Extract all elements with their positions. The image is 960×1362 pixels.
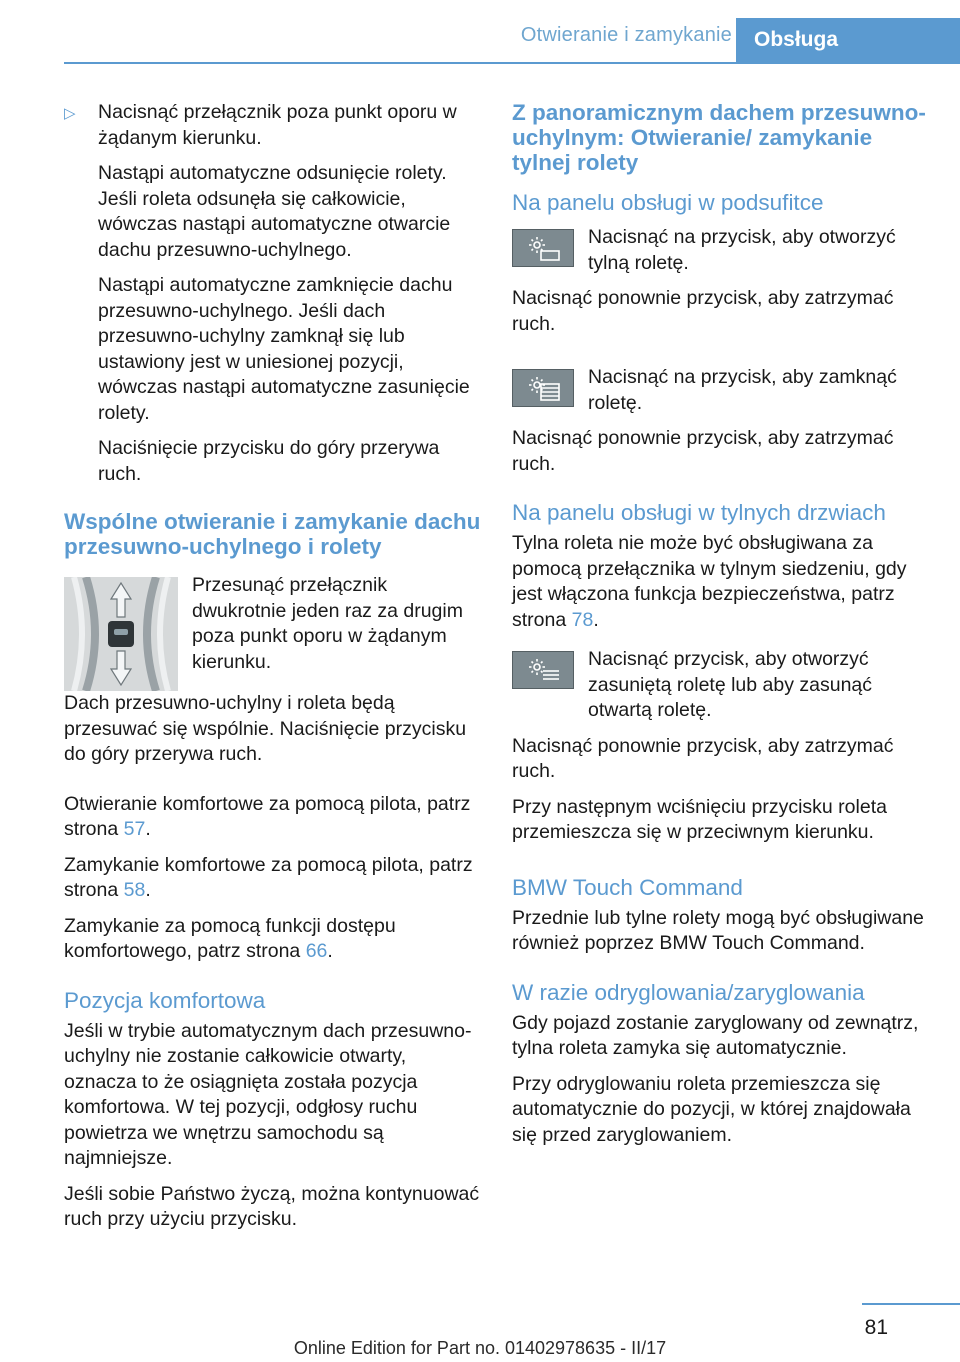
- open-text: Nacisnąć na przycisk, aby otworzyć tylną roletę.: [588, 226, 896, 274]
- joint-text: Przesunąć przełącznik dwukrotnie jeden raz za drugim poza punkt oporu w żądanym kierunku.: [192, 574, 463, 673]
- heading-panoramic: Z panoramicznym dachem przesuwno-uchylnym: Otwieranie/ zamykanie tylnej rolety: [512, 100, 926, 175]
- heading-touch-command: BMW Touch Command: [512, 874, 743, 900]
- heading-comfort-position: Pozycja komfortowa: [64, 987, 266, 1013]
- page-link-66[interactable]: 66: [305, 940, 328, 962]
- heading-reardoor: Na panelu obsługi w tylnych drzwiach: [512, 500, 886, 525]
- rear-sunblind-button-icon: [512, 651, 574, 689]
- page-link-58[interactable]: 58: [123, 879, 146, 901]
- edition-note: Online Edition for Part no. 01402978635 - II/17: [293, 1338, 667, 1358]
- paragraph: Jeśli sobie Państwo życzą, można kontynuować ruch przy użyciu przycisku.: [64, 1182, 480, 1230]
- rear-button-row: [512, 647, 932, 724]
- comfort-open-ref: Otwieranie komfortowe za pomocą pilota, patrz strona 57.: [64, 792, 471, 840]
- paragraph: [64, 691, 484, 768]
- heading-joint: Wspólne otwieranie i zamykanie dachu przesuwno-uchylnego i rolety: [64, 509, 481, 559]
- joint-text2: Dach przesuwno-uchylny i roleta będą przesuwać się wspólnie. Naciśnięcie przycisku do góry przerywa ruch.: [64, 692, 467, 765]
- comfort-open-text: Otwieranie komfortowe za pomocą pilota, patrz strona: [64, 792, 471, 840]
- sunblind-close-button-icon: [512, 369, 574, 407]
- joint-figure-row: [64, 573, 484, 697]
- comfort-close-ref: Zamykanie komfortowe za pomocą pilota, patrz strona 58.: [64, 853, 473, 901]
- paragraph: Nacisnąć ponownie przycisk, aby zatrzymać ruch.: [512, 427, 894, 475]
- footer-rule: [862, 1303, 960, 1305]
- paragraph: Nastąpi automatyczne odsunięcie rolety. Jeśli roleta odsunęła się całkowicie, wówczas nastąpi automatyczne otwarcie dachu przesuwno-uchylnego.: [98, 162, 451, 261]
- paragraph: Nacisnąć ponownie przycisk, aby zatrzymać ruch.: [512, 734, 894, 782]
- right-column: [512, 100, 932, 1158]
- bullet-step: [64, 100, 484, 151]
- comfort-close-text: Zamykanie komfortowe za pomocą pilota, patrz strona: [64, 853, 473, 901]
- page-header: [0, 0, 960, 62]
- roof-switch-icon: [64, 577, 178, 691]
- paragraph: Przy odryglowaniu roleta przemieszcza się automatycznie do pozycji, w której znajdowała się przed zaryglowaniem.: [512, 1072, 911, 1146]
- page-number: 81: [864, 1316, 888, 1339]
- triangle-bullet-icon: ▷: [64, 105, 76, 122]
- paragraph: Nacisnąć ponownie przycisk, aby zatrzymać ruch.: [512, 287, 894, 335]
- comfort-access-ref: Zamykanie za pomocą funkcji dostępu komfortowego, patrz strona 66.: [64, 914, 396, 962]
- roof-switch-illustration: [64, 577, 178, 691]
- left-column: [64, 100, 484, 1243]
- paragraph: Gdy pojazd zostanie zaryglowany od zewnątrz, tylna roleta zamyka się automatycznie.: [512, 1011, 919, 1059]
- heading-lock: W razie odryglowania/zaryglowania: [512, 979, 865, 1005]
- paragraph: Przednie lub tylne rolety mogą być obsługiwane również poprzez BMW Touch Command.: [512, 906, 924, 954]
- section-title: Otwieranie i zamykanie: [520, 24, 732, 46]
- page-link-57[interactable]: 57: [123, 818, 146, 840]
- comfort-access-text: Zamykanie za pomocą funkcji dostępu komfortowego, patrz strona: [64, 914, 396, 962]
- rear-ref: Tylna roleta nie może być obsługiwana za pomocą przełącznika w tylnym siedzeniu, gdy jest włączona funkcja bezpieczeństwa, patrz strona 78.: [512, 532, 907, 631]
- header-rule: [64, 62, 960, 64]
- close-text: Nacisnąć na przycisk, aby zamknąć roletę.: [588, 366, 897, 414]
- paragraph: Jeśli w trybie automatycznym dach przesuwno-uchylny nie zostanie całkowicie otwarty, oznacza to że osiągnięta została pozycja komfortowa. W tej pozycji, odgłosy ruchu powietrza we wnętrzu samochodu są najmniejsze.: [64, 1019, 472, 1169]
- paragraph: Przy następnym wciśnięciu przycisku roleta przemieszcza się w przeciwnym kierunku.: [512, 795, 887, 843]
- rear-button-text: Nacisnąć przycisk, aby otworzyć zasuniętą roletę lub aby zasunąć otwartą roletę.: [588, 648, 873, 721]
- sunblind-open-button-icon: [512, 229, 574, 267]
- heading-headliner: Na panelu obsługi w podsufitce: [512, 190, 824, 215]
- rear-text: Tylna roleta nie może być obsługiwana za pomocą przełącznika w tylnym siedzeniu, gdy jest włączona funkcja bezpieczeństwa, patrz strona: [512, 532, 907, 631]
- paragraph: Naciśnięcie przycisku do góry przerywa ruch.: [98, 437, 440, 485]
- close-button-row: [512, 365, 932, 416]
- open-button-row: [512, 225, 932, 276]
- paragraph: Nastąpi automatyczne zamknięcie dachu przesuwno-uchylnego. Jeśli dach przesuwno-uchylny zamknął się lub ustawiony jest w uniesionej pozycji, wówczas nastąpi automatyczne zasunięcie rolety.: [98, 274, 470, 424]
- chapter-tab: Obsługa: [736, 18, 960, 62]
- bullet-text: Nacisnąć przełącznik poza punkt oporu w żądanym kierunku.: [98, 101, 457, 149]
- page-link-78[interactable]: 78: [571, 608, 594, 631]
